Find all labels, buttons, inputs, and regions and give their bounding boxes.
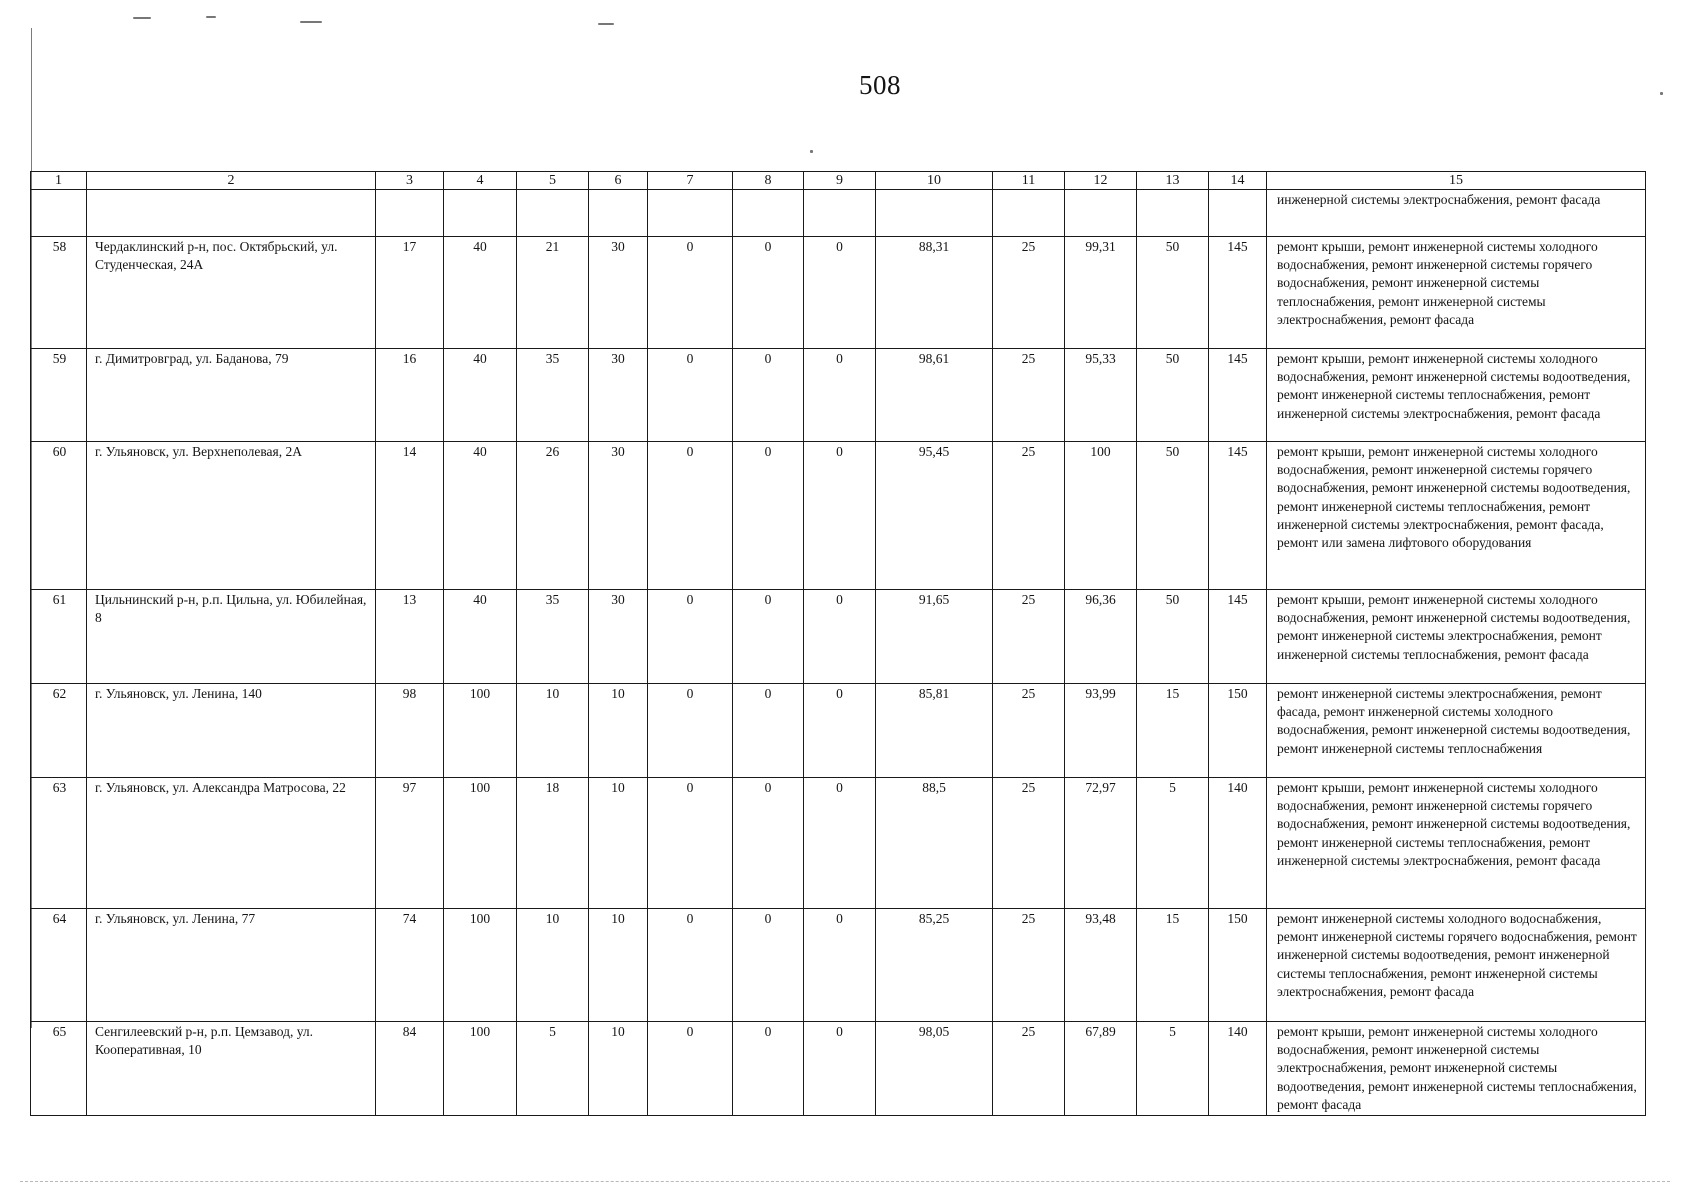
header-cell: 8	[733, 172, 804, 190]
row-number: 64	[31, 909, 87, 1022]
value-cell: 40	[444, 237, 517, 349]
value-cell: 0	[648, 590, 733, 684]
table-cell	[87, 190, 376, 237]
value-cell: 0	[733, 590, 804, 684]
header-row	[31, 172, 1646, 190]
table-cell	[648, 190, 733, 237]
header-cell: 3	[376, 172, 444, 190]
value-cell: 18	[517, 778, 589, 909]
value-cell: 145	[1209, 442, 1267, 590]
value-cell: 85,25	[876, 909, 993, 1022]
table-cell	[876, 190, 993, 237]
table-row	[31, 349, 1646, 442]
value-cell: 0	[648, 684, 733, 778]
value-cell: 74	[376, 909, 444, 1022]
table-cell	[1209, 190, 1267, 237]
table-row	[31, 1022, 1646, 1116]
header-cell: 14	[1209, 172, 1267, 190]
value-cell: 5	[1137, 1022, 1209, 1116]
table-row	[31, 684, 1646, 778]
table-cell	[517, 190, 589, 237]
value-cell: 25	[993, 590, 1065, 684]
value-cell: 85,81	[876, 684, 993, 778]
works-cell: ремонт инженерной системы холодного водоснабжения, ремонт инженерной системы горячего водоснабжения, ремонт инженерной системы водоотведения, ремонт инженерной системы теплоснабжения, ремонт инженерной системы электроснабжения, ремонт фасада	[1267, 909, 1646, 1022]
table-cell	[1137, 190, 1209, 237]
row-number: 62	[31, 684, 87, 778]
works-cell: ремонт крыши, ремонт инженерной системы холодного водоснабжения, ремонт инженерной системы горячего водоснабжения, ремонт инженерной системы теплоснабжения, ремонт инженерной системы электроснабжения, ремонт фасада	[1267, 237, 1646, 349]
value-cell: 16	[376, 349, 444, 442]
value-cell: 10	[517, 909, 589, 1022]
value-cell: 0	[804, 1022, 876, 1116]
address-cell: г. Ульяновск, ул. Александра Матросова, 22	[87, 778, 376, 909]
works-cell: ремонт крыши, ремонт инженерной системы холодного водоснабжения, ремонт инженерной системы водоотведения, ремонт инженерной системы теплоснабжения, ремонт инженерной системы электроснабжения, ремонт фасада	[1267, 349, 1646, 442]
works-cell: ремонт крыши, ремонт инженерной системы холодного водоснабжения, ремонт инженерной системы водоотведения, ремонт инженерной системы электроснабжения, ремонт инженерной системы теплоснабжения, ремонт фасада	[1267, 590, 1646, 684]
value-cell: 145	[1209, 349, 1267, 442]
address-cell: Сенгилеевский р-н, р.п. Цемзавод, ул. Кооперативная, 10	[87, 1022, 376, 1116]
value-cell: 0	[804, 684, 876, 778]
value-cell: 15	[1137, 684, 1209, 778]
header-cell: 15	[1267, 172, 1646, 190]
value-cell: 5	[517, 1022, 589, 1116]
value-cell: 0	[648, 909, 733, 1022]
header-cell: 11	[993, 172, 1065, 190]
scan-speck	[300, 21, 322, 23]
value-cell: 0	[804, 590, 876, 684]
value-cell: 93,99	[1065, 684, 1137, 778]
value-cell: 0	[733, 1022, 804, 1116]
value-cell: 98	[376, 684, 444, 778]
value-cell: 91,65	[876, 590, 993, 684]
table-cell	[444, 190, 517, 237]
value-cell: 150	[1209, 684, 1267, 778]
value-cell: 145	[1209, 590, 1267, 684]
scan-speck	[810, 150, 813, 153]
value-cell: 0	[648, 349, 733, 442]
value-cell: 35	[517, 590, 589, 684]
works-cell: ремонт крыши, ремонт инженерной системы холодного водоснабжения, ремонт инженерной системы горячего водоснабжения, ремонт инженерной системы водоотведения, ремонт инженерной системы теплоснабжения, ремонт инженерной системы электроснабжения, ремонт фасада	[1267, 778, 1646, 909]
row-number: 63	[31, 778, 87, 909]
works-cell: инженерной системы электроснабжения, ремонт фасада	[1267, 190, 1646, 237]
row-number: 58	[31, 237, 87, 349]
value-cell: 72,97	[1065, 778, 1137, 909]
value-cell: 150	[1209, 909, 1267, 1022]
value-cell: 30	[589, 237, 648, 349]
value-cell: 10	[517, 684, 589, 778]
header-cell: 9	[804, 172, 876, 190]
value-cell: 88,5	[876, 778, 993, 909]
value-cell: 140	[1209, 1022, 1267, 1116]
value-cell: 10	[589, 684, 648, 778]
value-cell: 100	[1065, 442, 1137, 590]
value-cell: 140	[1209, 778, 1267, 909]
value-cell: 50	[1137, 349, 1209, 442]
value-cell: 10	[589, 778, 648, 909]
value-cell: 67,89	[1065, 1022, 1137, 1116]
table-cell	[31, 190, 87, 237]
value-cell: 98,05	[876, 1022, 993, 1116]
address-cell: Цильнинский р-н, р.п. Цильна, ул. Юбилейная, 8	[87, 590, 376, 684]
header-cell: 10	[876, 172, 993, 190]
works-cell: ремонт крыши, ремонт инженерной системы холодного водоснабжения, ремонт инженерной системы электроснабжения, ремонт инженерной системы водоотведения, ремонт инженерной системы теплоснабжения, ремонт фасада	[1267, 1022, 1646, 1116]
value-cell: 93,48	[1065, 909, 1137, 1022]
value-cell: 26	[517, 442, 589, 590]
value-cell: 100	[444, 778, 517, 909]
table-row	[31, 442, 1646, 590]
value-cell: 0	[733, 909, 804, 1022]
header-cell: 12	[1065, 172, 1137, 190]
value-cell: 50	[1137, 442, 1209, 590]
address-cell: г. Ульяновск, ул. Ленина, 77	[87, 909, 376, 1022]
repair-schedule-table	[30, 171, 1646, 1116]
works-cell: ремонт крыши, ремонт инженерной системы холодного водоснабжения, ремонт инженерной системы горячего водоснабжения, ремонт инженерной системы водоотведения, ремонт инженерной системы теплоснабжения, ремонт инженерной системы электроснабжения, ремонт фасада, ремонт или замена лифтового оборудования	[1267, 442, 1646, 590]
value-cell: 0	[648, 237, 733, 349]
address-cell: г. Димитровград, ул. Баданова, 79	[87, 349, 376, 442]
value-cell: 100	[444, 684, 517, 778]
value-cell: 50	[1137, 590, 1209, 684]
value-cell: 17	[376, 237, 444, 349]
table-cell	[1065, 190, 1137, 237]
value-cell: 40	[444, 349, 517, 442]
value-cell: 0	[733, 349, 804, 442]
value-cell: 0	[804, 442, 876, 590]
header-cell: 13	[1137, 172, 1209, 190]
value-cell: 14	[376, 442, 444, 590]
value-cell: 84	[376, 1022, 444, 1116]
address-cell: г. Ульяновск, ул. Верхнеполевая, 2А	[87, 442, 376, 590]
row-number: 59	[31, 349, 87, 442]
row-number: 60	[31, 442, 87, 590]
header-cell: 5	[517, 172, 589, 190]
value-cell: 97	[376, 778, 444, 909]
header-cell: 2	[87, 172, 376, 190]
row-number: 65	[31, 1022, 87, 1116]
value-cell: 10	[589, 1022, 648, 1116]
value-cell: 0	[648, 442, 733, 590]
table-row	[31, 590, 1646, 684]
value-cell: 95,33	[1065, 349, 1137, 442]
row-number: 61	[31, 590, 87, 684]
value-cell: 10	[589, 909, 648, 1022]
value-cell: 25	[993, 684, 1065, 778]
value-cell: 145	[1209, 237, 1267, 349]
header-cell: 4	[444, 172, 517, 190]
scan-speck	[206, 16, 216, 18]
table-cell	[589, 190, 648, 237]
value-cell: 30	[589, 349, 648, 442]
value-cell: 0	[804, 349, 876, 442]
value-cell: 88,31	[876, 237, 993, 349]
value-cell: 0	[648, 1022, 733, 1116]
value-cell: 98,61	[876, 349, 993, 442]
page-number: 508	[859, 70, 901, 100]
value-cell: 40	[444, 590, 517, 684]
header-cell: 7	[648, 172, 733, 190]
scan-noise-line	[20, 1181, 1670, 1182]
table-cell	[804, 190, 876, 237]
header-cell: 6	[589, 172, 648, 190]
value-cell: 96,36	[1065, 590, 1137, 684]
value-cell: 25	[993, 778, 1065, 909]
value-cell: 0	[733, 684, 804, 778]
table-row	[31, 909, 1646, 1022]
header-cell: 1	[31, 172, 87, 190]
table-cell	[993, 190, 1065, 237]
table-row	[31, 237, 1646, 349]
value-cell: 13	[376, 590, 444, 684]
value-cell: 25	[993, 442, 1065, 590]
value-cell: 25	[993, 909, 1065, 1022]
value-cell: 40	[444, 442, 517, 590]
value-cell: 99,31	[1065, 237, 1137, 349]
value-cell: 0	[804, 909, 876, 1022]
table-cell	[376, 190, 444, 237]
value-cell: 30	[589, 442, 648, 590]
continuation-row	[31, 190, 1646, 237]
scan-speck	[598, 23, 614, 25]
address-cell: г. Ульяновск, ул. Ленина, 140	[87, 684, 376, 778]
value-cell: 0	[733, 237, 804, 349]
value-cell: 5	[1137, 778, 1209, 909]
value-cell: 21	[517, 237, 589, 349]
value-cell: 25	[993, 237, 1065, 349]
value-cell: 0	[804, 237, 876, 349]
value-cell: 50	[1137, 237, 1209, 349]
value-cell: 35	[517, 349, 589, 442]
value-cell: 15	[1137, 909, 1209, 1022]
address-cell: Чердаклинский р-н, пос. Октябрьский, ул. Студенческая, 24А	[87, 237, 376, 349]
table-cell	[733, 190, 804, 237]
works-cell: ремонт инженерной системы электроснабжения, ремонт фасада, ремонт инженерной системы холодного водоснабжения, ремонт инженерной системы водоотведения, ремонт инженерной системы теплоснабжения	[1267, 684, 1646, 778]
value-cell: 95,45	[876, 442, 993, 590]
value-cell: 100	[444, 1022, 517, 1116]
scan-speck	[133, 17, 151, 19]
value-cell: 0	[804, 778, 876, 909]
table-row	[31, 778, 1646, 909]
value-cell: 0	[733, 442, 804, 590]
value-cell: 100	[444, 909, 517, 1022]
value-cell: 25	[993, 349, 1065, 442]
value-cell: 0	[733, 778, 804, 909]
value-cell: 30	[589, 590, 648, 684]
value-cell: 25	[993, 1022, 1065, 1116]
value-cell: 0	[648, 778, 733, 909]
